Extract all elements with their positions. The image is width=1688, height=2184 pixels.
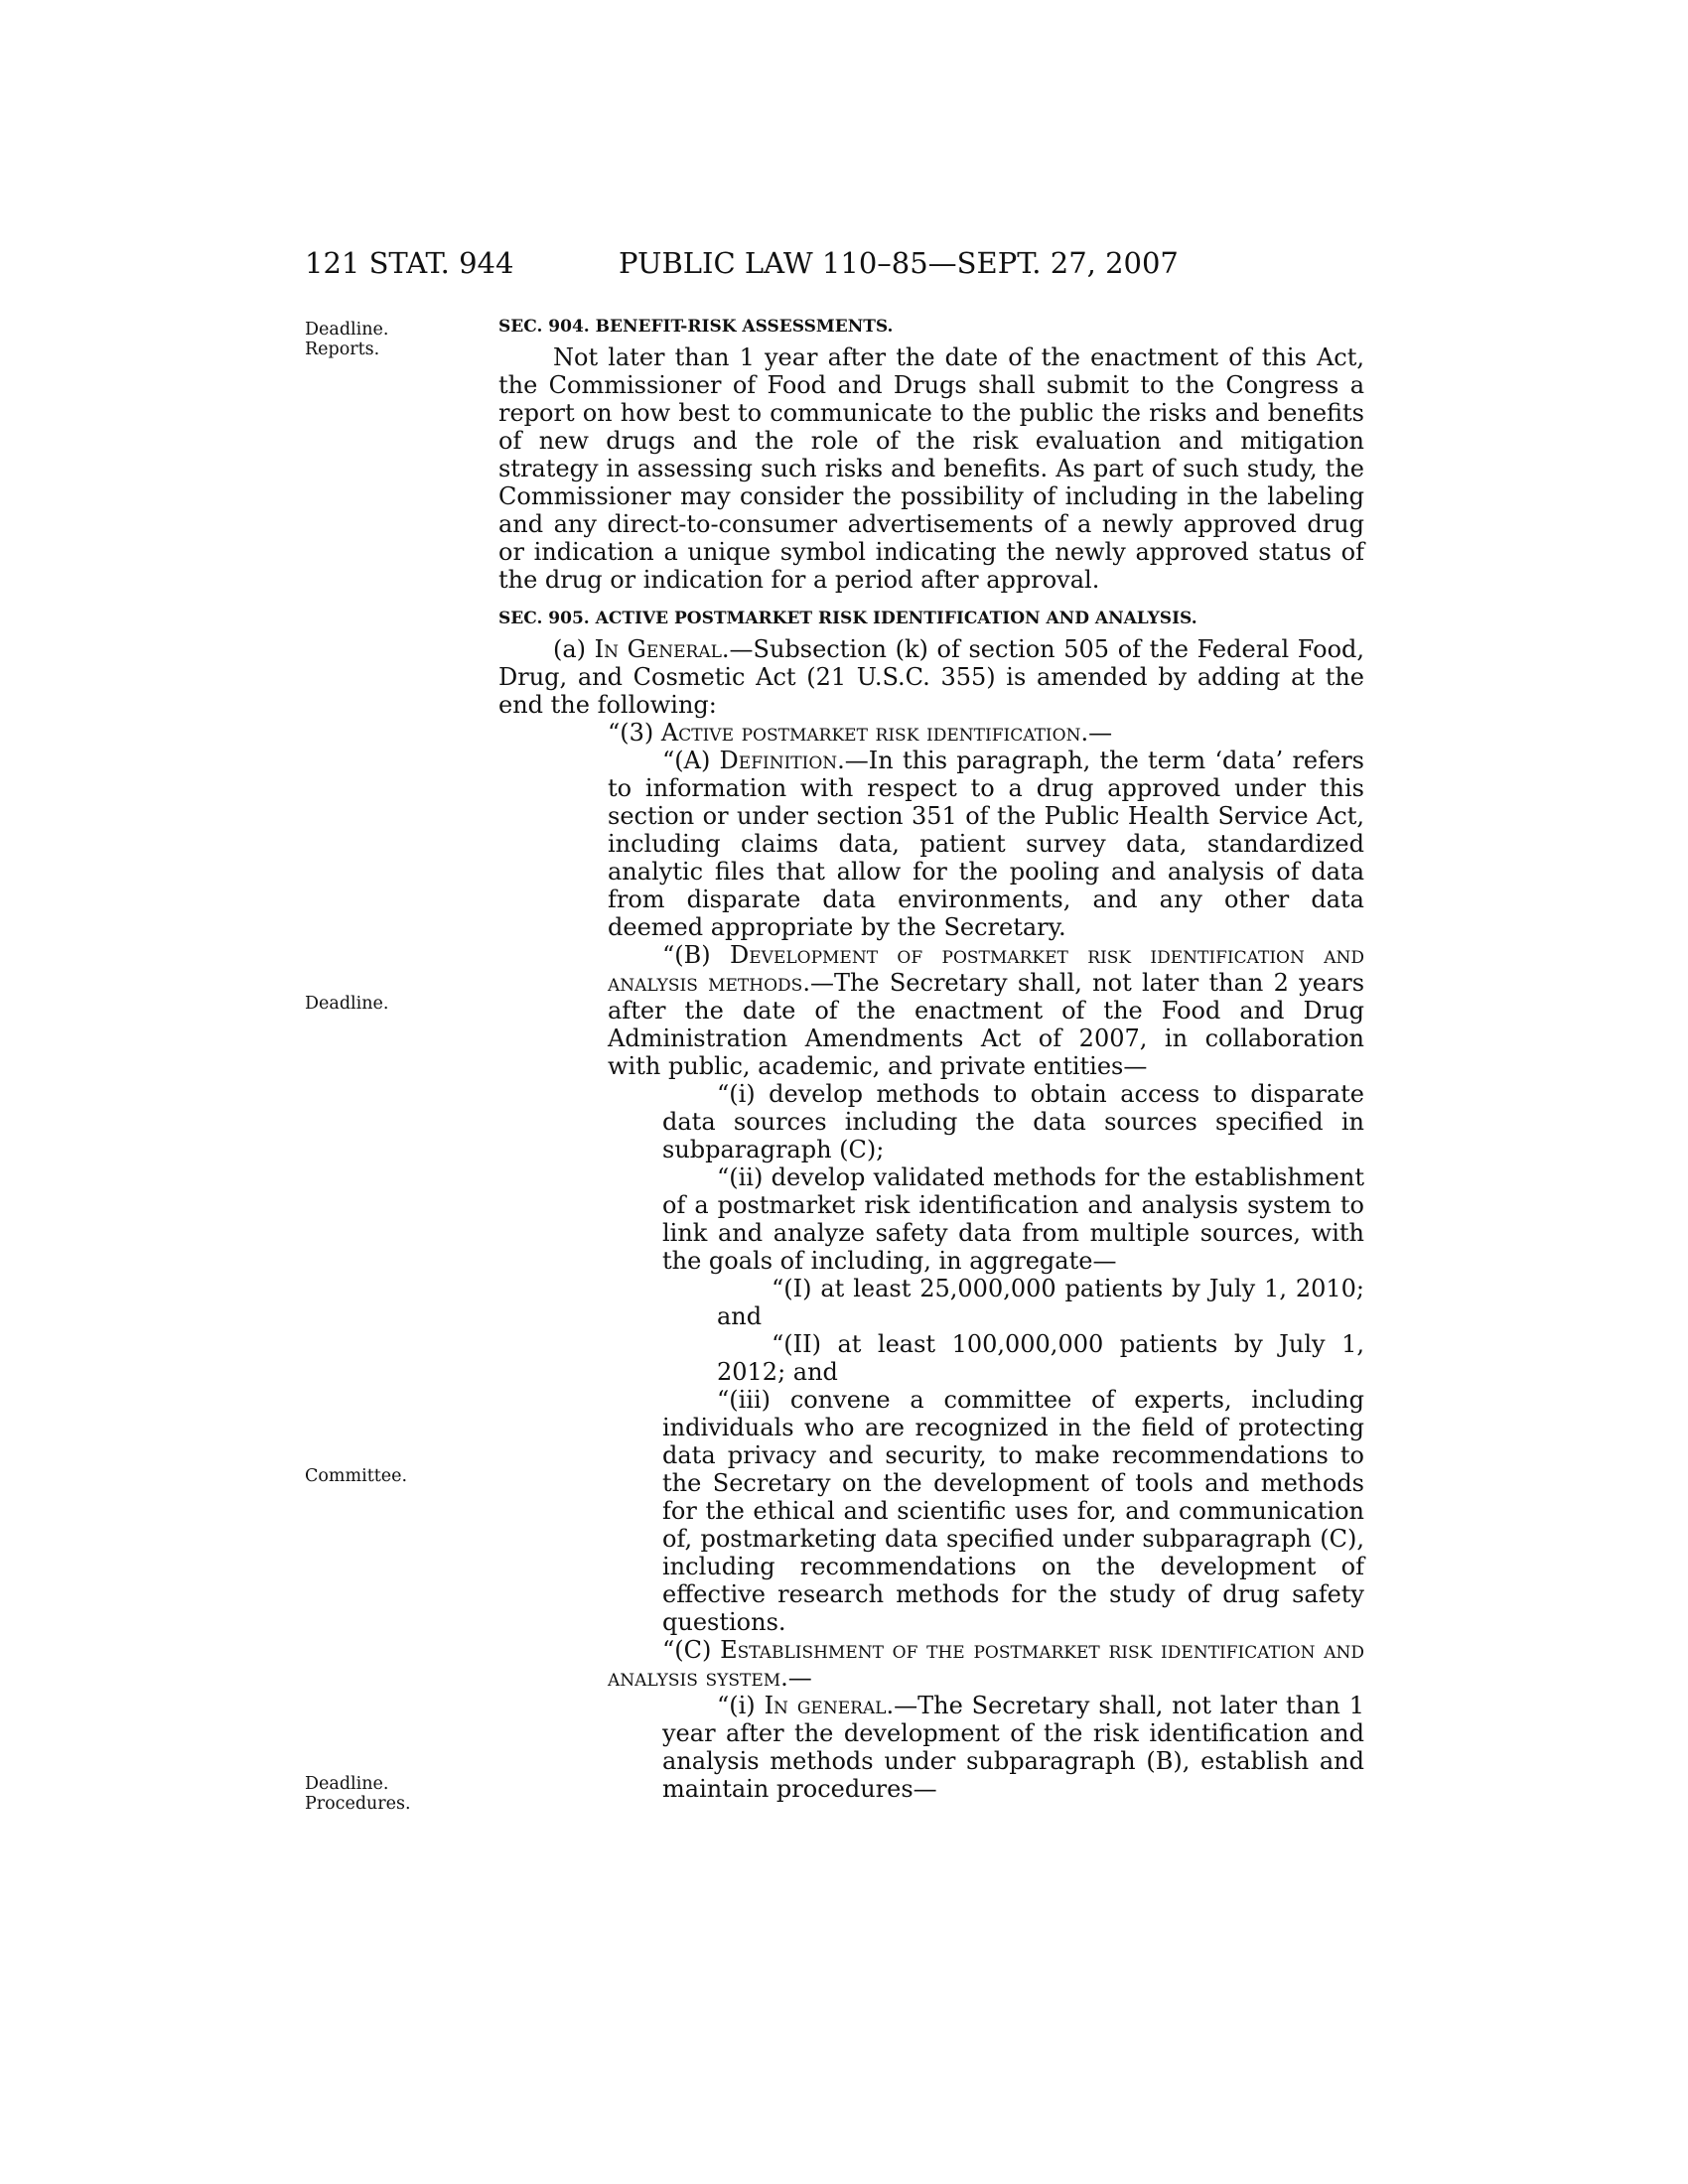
subparagraph-label: “(B) bbox=[662, 941, 731, 969]
clause-label: “(i) bbox=[717, 1692, 765, 1719]
paragraph-label: “(3) bbox=[608, 719, 661, 747]
subparagraph-A bbox=[608, 747, 1364, 941]
section-904-heading: SEC. 904. BENEFIT-RISK ASSESSMENTS. bbox=[498, 317, 894, 337]
clause-B-iii: “(iii) convene a committee of experts, including individuals who are recognized in the field of protecting data privacy and security, to make recommendations to the Secretary on the development of tools and methods for the ethical and scientific uses for, and communication of, postmarketing data specified under subparagraph (C), including recommendations on the development of effective research methods for the study of drug safety questions. bbox=[662, 1386, 1364, 1636]
subparagraph-dash: .— bbox=[780, 1664, 812, 1692]
running-head: PUBLIC LAW 110–85—SEPT. 27, 2007 bbox=[619, 246, 1179, 280]
paragraph-3-heading bbox=[608, 719, 1364, 747]
margin-note-text: Reports. bbox=[305, 340, 380, 359]
margin-note-deadline-procedures bbox=[305, 1774, 484, 1814]
margin-note-text: Deadline. bbox=[305, 1774, 389, 1794]
subparagraph-label: “(C) bbox=[662, 1636, 721, 1664]
subsection-text: .—Subsection (k) of section 505 of the Federal Food, Drug, and Cosmetic Act (21 U.S.C. 355) is amended by adding at the end the following: bbox=[498, 635, 1365, 719]
margin-note-committee bbox=[305, 1466, 484, 1486]
margin-note-text: Procedures. bbox=[305, 1794, 411, 1814]
subparagraph-text: .—The Secretary shall, not later than 2 years after the date of the enactment of the Food and Drug Administration Amendments Act of 2007, in collaboration with public, academic, and private entities— bbox=[608, 969, 1365, 1080]
paragraph-caption: Active postmarket risk identification bbox=[660, 719, 1081, 747]
margin-note-deadline bbox=[305, 994, 484, 1014]
section-904-text: Not later than 1 year after the date of the enactment of this Act, the Commissioner of Food and Drugs shall submit to the Congress a report on how best to communicate to the public the risks and benefits of new drugs and the role of the risk evaluation and mitigation strategy in assessing such risks and benefits. As part of such study, the Commissioner may consider the possibility of including in the labeling and any direct-to-consumer advertisements of a newly approved drug or indication a unique symbol indicating the newly approved status of the drug or indication for a period after approval. bbox=[498, 343, 1364, 594]
clause-caption: In general bbox=[764, 1692, 887, 1719]
margin-note-text: Deadline. bbox=[305, 320, 389, 340]
clause-text: .—The Secretary shall, not later than 1 year after the development of the risk identification and analysis methods under subparagraph (B), establish and maintain procedures— bbox=[662, 1692, 1364, 1803]
subparagraph-label: “(A) bbox=[662, 747, 720, 774]
subsection-label: (a) bbox=[553, 635, 595, 663]
clause-C-i bbox=[662, 1692, 1364, 1803]
paragraph-dash: .— bbox=[1080, 719, 1113, 747]
statute-body bbox=[498, 316, 1364, 1803]
subparagraph-caption: Development of postmarket risk identification and analysis methods bbox=[608, 941, 1365, 997]
margin-note-deadline-reports bbox=[305, 320, 484, 359]
page-citation: 121 STAT. 944 bbox=[305, 246, 514, 280]
subparagraph-C-heading bbox=[608, 1636, 1364, 1692]
subclause-B-ii-I: “(I) at least 25,000,000 patients by July 1, 2010; and bbox=[717, 1275, 1364, 1330]
clause-B-i: “(i) develop methods to obtain access to disparate data sources including the data sources specified in subparagraph (C); bbox=[662, 1080, 1364, 1163]
subclause-B-ii-II: “(II) at least 100,000,000 patients by July 1, 2012; and bbox=[717, 1330, 1364, 1386]
subsection-a bbox=[498, 635, 1364, 719]
subparagraph-caption: Definition bbox=[719, 747, 838, 774]
clause-B-ii: “(ii) develop validated methods for the establishment of a postmarket risk identification and analysis system to link and analyze safety data from multiple sources, with the goals of including, in aggregate— bbox=[662, 1163, 1364, 1275]
subparagraph-caption: Establishment of the postmarket risk identification and analysis system bbox=[608, 1636, 1364, 1692]
subparagraph-B bbox=[608, 941, 1364, 1080]
margin-note-text: Committee. bbox=[305, 1466, 408, 1486]
margin-note-text: Deadline. bbox=[305, 994, 389, 1014]
subparagraph-text: .—In this paragraph, the term ‘data’ refers to information with respect to a drug approved under this section or under section 351 of the Public Health Service Act, including claims data, patient survey data, standardized analytic files that allow for the pooling and analysis of data from disparate data environments, and any other data deemed appropriate by the Secretary. bbox=[608, 747, 1364, 941]
subsection-caption: In General bbox=[594, 635, 722, 663]
section-905-heading: SEC. 905. ACTIVE POSTMARKET RISK IDENTIFICATION AND ANALYSIS. bbox=[498, 609, 1197, 628]
